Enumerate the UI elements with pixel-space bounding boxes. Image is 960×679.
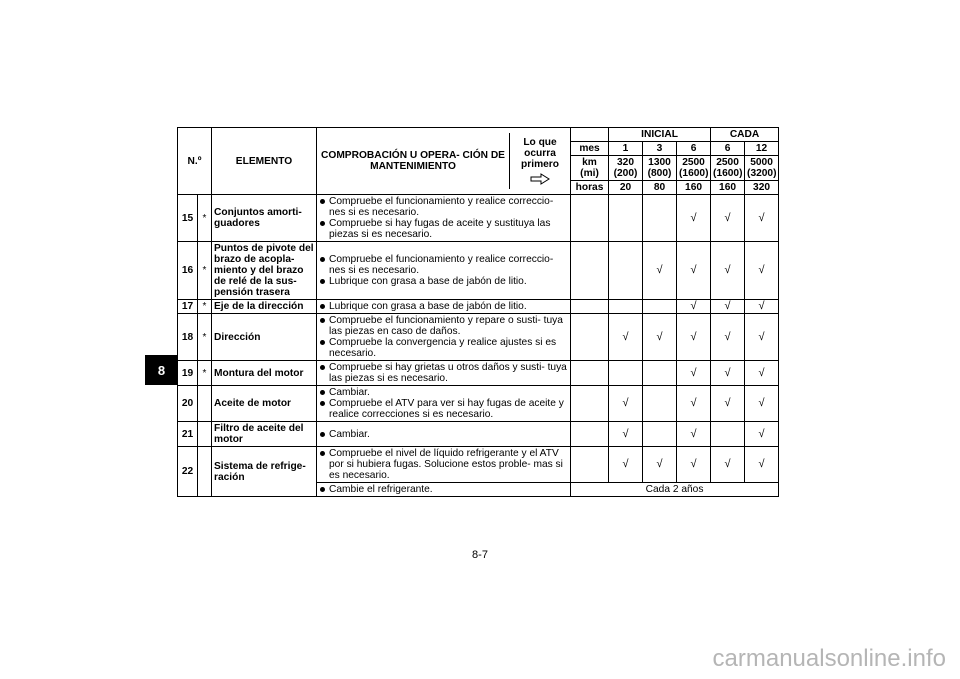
header-km-cell: 5000 (3200)	[745, 156, 779, 181]
header-km-cell: 320 (200)	[609, 156, 643, 181]
check-item: Compruebe el ATV para ver si hay fugas de aceite y realice correcciones si es necesario.	[319, 398, 568, 420]
table-row	[178, 361, 779, 386]
header-inicial: INICIAL	[609, 128, 711, 142]
interval-cell	[609, 386, 643, 422]
interval-cell	[677, 386, 711, 422]
row-spacer	[571, 300, 609, 314]
row-checks	[317, 314, 571, 361]
interval-cell	[745, 447, 779, 483]
interval-cell	[711, 422, 745, 447]
check-mark-icon: √	[758, 211, 765, 224]
interval-cell	[745, 242, 779, 300]
interval-cell	[745, 386, 779, 422]
interval-cell	[609, 422, 643, 447]
header-horas-cell: 160	[711, 181, 745, 195]
interval-cell	[677, 361, 711, 386]
header-blank-label	[571, 128, 609, 142]
row-number: 15	[178, 195, 198, 242]
check-item: Compruebe la convergencia y realice ajustes si es necesario.	[319, 337, 568, 359]
check-mark-icon: √	[690, 330, 697, 343]
row-element: Sistema de refrige- ración	[212, 447, 317, 497]
header-num: N.º	[178, 128, 212, 195]
check-mark-icon: √	[724, 264, 731, 276]
row-checks	[317, 361, 571, 386]
check-mark-icon: √	[656, 330, 663, 343]
section-tab: 8	[145, 355, 178, 385]
row-element: Eje de la dirección	[212, 300, 317, 314]
interval-cell	[711, 386, 745, 422]
table-row	[178, 195, 779, 242]
check-mark-icon: √	[656, 264, 663, 276]
row-number: 20	[178, 386, 198, 422]
table-body	[178, 195, 779, 497]
check-mark-icon: √	[758, 366, 765, 379]
interval-cell	[609, 314, 643, 361]
check-mark-icon: √	[758, 427, 765, 440]
interval-note: Cada 2 años	[571, 483, 779, 497]
check-mark-icon: √	[758, 300, 765, 312]
check-item: Cambiar.	[319, 429, 568, 440]
row-spacer	[571, 242, 609, 300]
interval-cell	[643, 195, 677, 242]
interval-cell	[677, 422, 711, 447]
check-mark-icon: √	[690, 427, 697, 440]
check-item: Lubrique con grasa a base de jabón de litio.	[319, 301, 568, 312]
interval-cell	[643, 447, 677, 483]
header-km-label: km (mi)	[571, 156, 609, 181]
check-mark-icon: √	[622, 458, 629, 470]
watermark: carmanualsonline.info	[712, 645, 946, 672]
row-checks	[317, 386, 571, 422]
check-mark-icon: √	[724, 330, 731, 343]
header-horas-cell: 160	[677, 181, 711, 195]
check-mark-icon: √	[758, 330, 765, 343]
check-item: Compruebe el nivel de líquido refrigerante y el ATV por si hubiera fugas. Solucione estos proble- mas si es necesario.	[319, 448, 568, 481]
row-dealer-mark	[198, 422, 212, 447]
row-spacer	[571, 314, 609, 361]
row-spacer	[571, 386, 609, 422]
row-checks	[317, 300, 571, 314]
interval-cell	[745, 361, 779, 386]
table-row	[178, 422, 779, 447]
check-mark-icon: √	[690, 397, 697, 409]
interval-cell	[643, 300, 677, 314]
header-mes-label: mes	[571, 142, 609, 156]
check-item: Compruebe si hay grietas u otros daños y susti- tuya las piezas si es necesario.	[319, 362, 568, 384]
row-dealer-mark: *	[198, 361, 212, 386]
header-mes-cell: 6	[677, 142, 711, 156]
check-mark-icon: √	[758, 458, 765, 470]
interval-cell	[745, 195, 779, 242]
check-mark-icon: √	[690, 211, 697, 224]
check-mark-icon: √	[724, 300, 731, 312]
row-element: Filtro de aceite del motor	[212, 422, 317, 447]
interval-cell	[609, 447, 643, 483]
interval-cell	[677, 447, 711, 483]
row-spacer	[571, 422, 609, 447]
row-element: Conjuntos amorti- guadores	[212, 195, 317, 242]
header-mes-cell: 3	[643, 142, 677, 156]
header-horas-cell: 80	[643, 181, 677, 195]
page-number: 8-7	[472, 549, 488, 561]
row-element: Aceite de motor	[212, 386, 317, 422]
check-item: Compruebe el funcionamiento y realice correccio- nes si es necesario.	[319, 196, 568, 218]
header-horas-label: horas	[571, 181, 609, 195]
row-number: 16	[178, 242, 198, 300]
header-km-cell: 2500 (1600)	[677, 156, 711, 181]
check-item: Compruebe el funcionamiento y realice correccio- nes si es necesario.	[319, 254, 568, 276]
row-number: 21	[178, 422, 198, 447]
interval-cell	[643, 242, 677, 300]
check-mark-icon: √	[724, 397, 731, 409]
interval-cell	[609, 242, 643, 300]
header-km-cell: 1300 (800)	[643, 156, 677, 181]
check-mark-icon: √	[622, 330, 629, 343]
interval-cell	[643, 386, 677, 422]
row-number: 22	[178, 447, 198, 497]
row-dealer-mark: *	[198, 314, 212, 361]
header-comprobacion: COMPROBACIÓN U OPERA- CIÓN DE MANTENIMIENTO	[317, 133, 510, 189]
interval-cell	[677, 195, 711, 242]
interval-cell	[677, 314, 711, 361]
check-mark-icon: √	[622, 397, 629, 409]
header-cada: CADA	[711, 128, 779, 142]
interval-cell	[711, 447, 745, 483]
interval-cell	[711, 242, 745, 300]
row-number: 17	[178, 300, 198, 314]
header-loque-text: Lo que ocurra primero	[521, 137, 559, 170]
header-mes-cell: 12	[745, 142, 779, 156]
row-spacer	[571, 447, 609, 483]
header-horas-cell: 20	[609, 181, 643, 195]
check-item: Compruebe si hay fugas de aceite y sustituya las piezas si es necesario.	[319, 218, 568, 240]
interval-cell	[711, 195, 745, 242]
header-elemento: ELEMENTO	[212, 128, 317, 195]
interval-cell	[643, 314, 677, 361]
interval-cell	[643, 422, 677, 447]
check-mark-icon: √	[690, 264, 697, 276]
check-mark-icon: √	[690, 366, 697, 379]
check-mark-icon: √	[622, 427, 629, 440]
table-row	[178, 386, 779, 422]
arrow-right-icon	[530, 173, 550, 185]
interval-cell	[609, 361, 643, 386]
row-checks	[317, 242, 571, 300]
check-mark-icon: √	[690, 458, 697, 470]
check-mark-icon: √	[758, 397, 765, 409]
interval-cell	[609, 300, 643, 314]
header-mes-cell: 1	[609, 142, 643, 156]
header-mes-cell: 6	[711, 142, 745, 156]
row-dealer-mark	[198, 386, 212, 422]
check-mark-icon: √	[656, 458, 663, 470]
row-dealer-mark	[198, 447, 212, 497]
check-item: Cambie el refrigerante.	[319, 484, 568, 495]
row-dealer-mark: *	[198, 242, 212, 300]
header-loque	[510, 133, 570, 189]
row-checks	[317, 483, 571, 497]
header-horas-cell: 320	[745, 181, 779, 195]
row-checks	[317, 447, 571, 483]
interval-cell	[711, 314, 745, 361]
interval-cell	[711, 361, 745, 386]
table-row	[178, 242, 779, 300]
check-mark-icon: √	[758, 264, 765, 276]
interval-cell	[745, 422, 779, 447]
table-row	[178, 314, 779, 361]
interval-cell	[609, 195, 643, 242]
check-item: Lubrique con grasa a base de jabón de litio.	[319, 276, 568, 287]
row-element: Puntos de pivote del brazo de acopla- miento y del brazo de relé de la sus- pensión trasera	[212, 242, 317, 300]
row-dealer-mark: *	[198, 195, 212, 242]
interval-cell	[745, 314, 779, 361]
table-row	[178, 300, 779, 314]
row-spacer	[571, 195, 609, 242]
row-element: Montura del motor	[212, 361, 317, 386]
row-checks	[317, 422, 571, 447]
check-mark-icon: √	[690, 300, 697, 312]
maintenance-table	[177, 127, 779, 497]
row-number: 19	[178, 361, 198, 386]
row-element: Dirección	[212, 314, 317, 361]
check-mark-icon: √	[724, 211, 731, 224]
check-mark-icon: √	[724, 458, 731, 470]
table-row	[178, 447, 779, 483]
check-item: Compruebe el funcionamiento y repare o susti- tuya las piezas en caso de daños.	[319, 315, 568, 337]
header-comprobacion-block	[317, 128, 571, 195]
row-number: 18	[178, 314, 198, 361]
row-dealer-mark: *	[198, 300, 212, 314]
interval-cell	[745, 300, 779, 314]
interval-cell	[643, 361, 677, 386]
row-spacer	[571, 361, 609, 386]
row-checks	[317, 195, 571, 242]
check-mark-icon: √	[724, 366, 731, 379]
interval-cell	[711, 300, 745, 314]
interval-cell	[677, 242, 711, 300]
table-header	[178, 128, 779, 195]
interval-cell	[677, 300, 711, 314]
header-km-cell: 2500 (1600)	[711, 156, 745, 181]
check-item: Cambiar.	[319, 387, 568, 398]
